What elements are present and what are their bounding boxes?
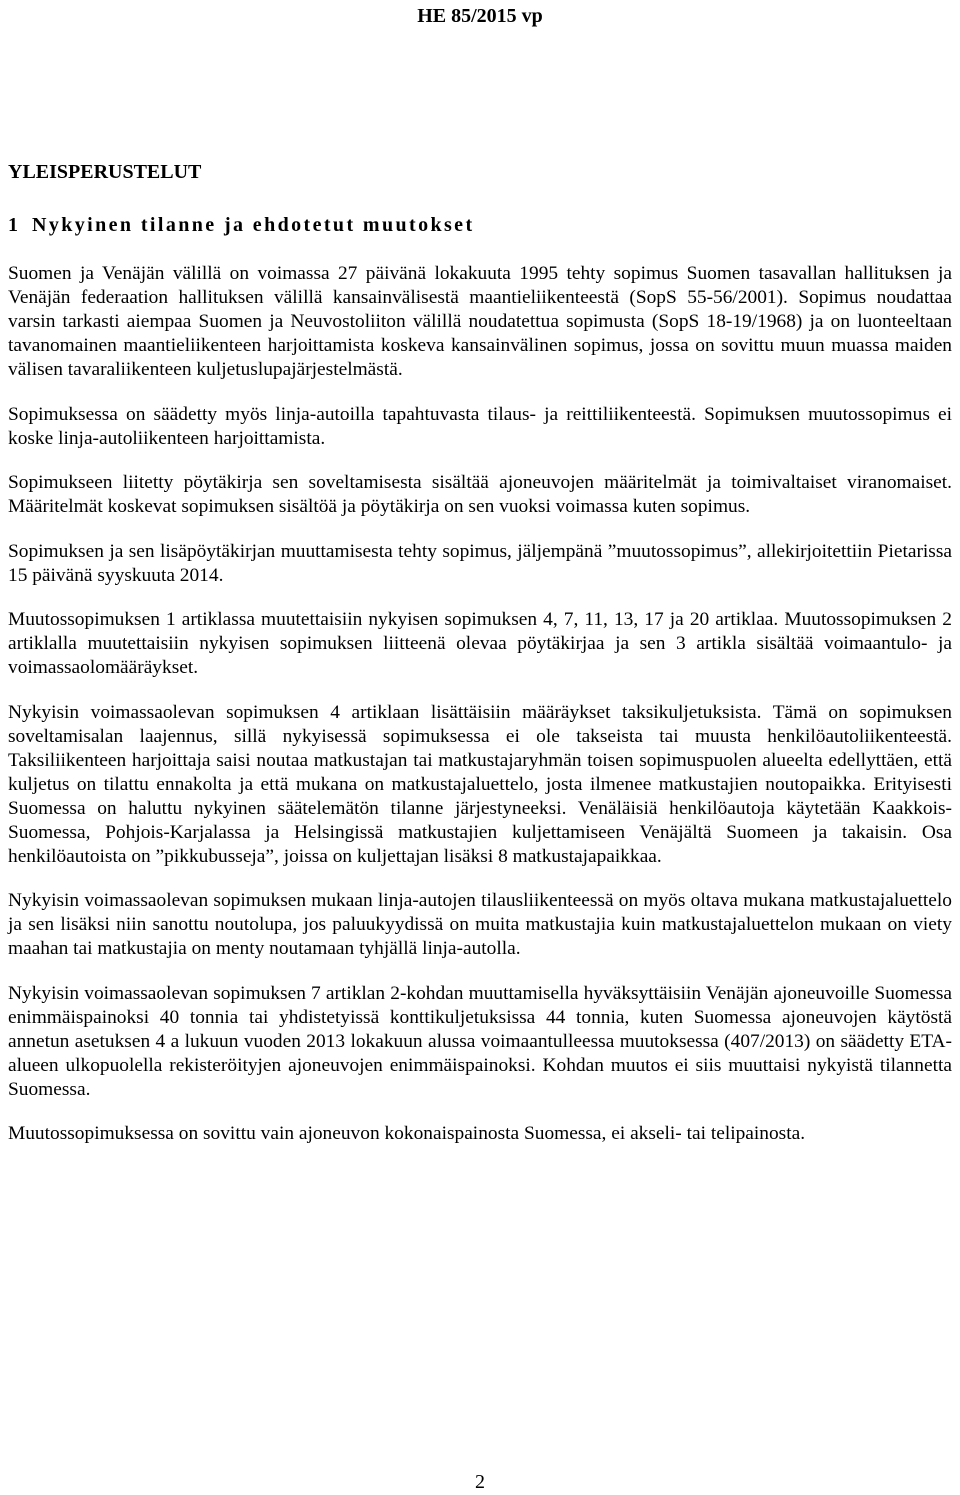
paragraph-8: Nykyisin voimassaolevan sopimuksen 7 artiklan 2-kohdan muuttamisella hyväksyttäisiin Venäjän ajoneuvoille Suomessa enimmäispainoksi 40 tonnia tai yhdistetyissä konttikuljetuksissa 44 tonnia, kuten Suomessa ajoneuvojen käytöstä annetun asetuksen 4 a lukuun vuoden 2013 lokakuun alussa voimaantulleessa muutoksessa (407/2013) on säädetty ETA-alueen ulkopuolella rekisteröityjen ajoneuvojen enimmäispainoksi. Kohdan muutos ei siis muuttaisi nykyistä tilannetta Suomessa. <box>8 982 952 1100</box>
paragraph-3: Sopimukseen liitetty pöytäkirja sen soveltamisesta sisältää ajoneuvojen määritelmät ja toimivaltaiset viranomaiset. Määritelmät koskevat sopimuksen sisältöä ja pöytäkirja on sen vuoksi voimassa kuten sopimus. <box>8 472 952 517</box>
chapter-number: 1 <box>8 214 18 236</box>
chapter-heading <box>8 213 475 237</box>
paragraph-9: Muutossopimuksessa on sovittu vain ajoneuvon kokonaispainosta Suomessa, ei akseli- tai telipainosta. <box>8 1123 806 1144</box>
paragraph-6: Nykyisin voimassaolevan sopimuksen 4 artiklaan lisättäisiin määräykset taksikuljetuksista. Tämä on sopimuksen soveltamisalan laajennus, sillä nykyisessä sopimuksessa ei ole takseista tai muusta henkilöautoliikenteestä. Taksiliikenteen harjoittaja saisi noutaa matkustajan tai matkustajaryhmän toisen sopimuspuolen alueelta edellyttäen, että kuljetus on tilattu ennakolta ja että mukana on matkustajaluettelo, josta ilmenee matkustajien noutopaikka. Erityisesti Suomessa on haluttu nykyinen säätelemätön tilanne järjestyneeksi. Venäläisiä henkilöautoja käytetään Kaakkois-Suomessa, Pohjois-Karjalassa ja Helsingissä matkustajien kuljettamiseen Venäjältä Suomeen ja takaisin. Osa henkilöautoista on ”pikkubusseja”, joissa on kuljettajan lisäksi 8 matkustajapaikkaa. <box>8 701 952 867</box>
document-body <box>8 262 952 1167</box>
paragraph-7: Nykyisin voimassaolevan sopimuksen mukaan linja-autojen tilausliikenteessä on myös oltava mukana matkustajaluettelo ja sen lisäksi niin sanottu noutolupa, jos paluukyydissä on muita matkustajia kuin matkustajaluettelon mukaan on viety maahan tai matkustajia on menty noutamaan tyhjällä linja-autolla. <box>8 890 952 959</box>
paragraph-1: Suomen ja Venäjän välillä on voimassa 27 päivänä lokakuuta 1995 tehty sopimus Suomen tasavallan hallituksen ja Venäjän federaation hallituksen välillä kansainvälisestä maantieliikenteestä (SopS 55-56/2001). Sopimus noudattaa varsin tarkasti aiempaa Suomen ja Neuvostoliiton välillä noudatettua sopimusta (SopS 18-19/1968) ja on luonteeltaan tavanomainen maantieliikenteen harjoittamista koskeva kansainvälinen sopimus, jossa on sovittu muun muassa maiden välisen tavaraliikenteen kuljetuslupajärjestelmästä. <box>8 263 952 380</box>
page-number: 2 <box>475 1471 485 1493</box>
paragraph-2: Sopimuksessa on säädetty myös linja-autoilla tapahtuvasta tilaus- ja reittiliikenteestä. Sopimuksen muutossopimus ei koske linja-autoliikenteen harjoittamista. <box>8 403 952 449</box>
section-title: YLEISPERUSTELUT <box>8 161 202 183</box>
chapter-title: Nykyinen tilanne ja ehdotetut muutokset <box>32 214 475 236</box>
document-header: HE 85/2015 vp <box>417 5 543 27</box>
paragraph-5: Muutossopimuksen 1 artiklassa muutettaisiin nykyisen sopimuksen 4, 7, 11, 13, 17 ja 20 artiklaa. Muutossopimuksen 2 artiklalla muutettaisiin nykyisen sopimuksen liitteenä olevaa pöytäkirjaa ja sen 3 artikla sisältää voimaantulo- ja voimassaolomääräykset. <box>8 609 952 678</box>
paragraph-4: Sopimuksen ja sen lisäpöytäkirjan muuttamisesta tehty sopimus, jäljempänä ”muutossopimus”, allekirjoitettiin Pietarissa 15 päivänä syyskuuta 2014. <box>8 540 952 586</box>
